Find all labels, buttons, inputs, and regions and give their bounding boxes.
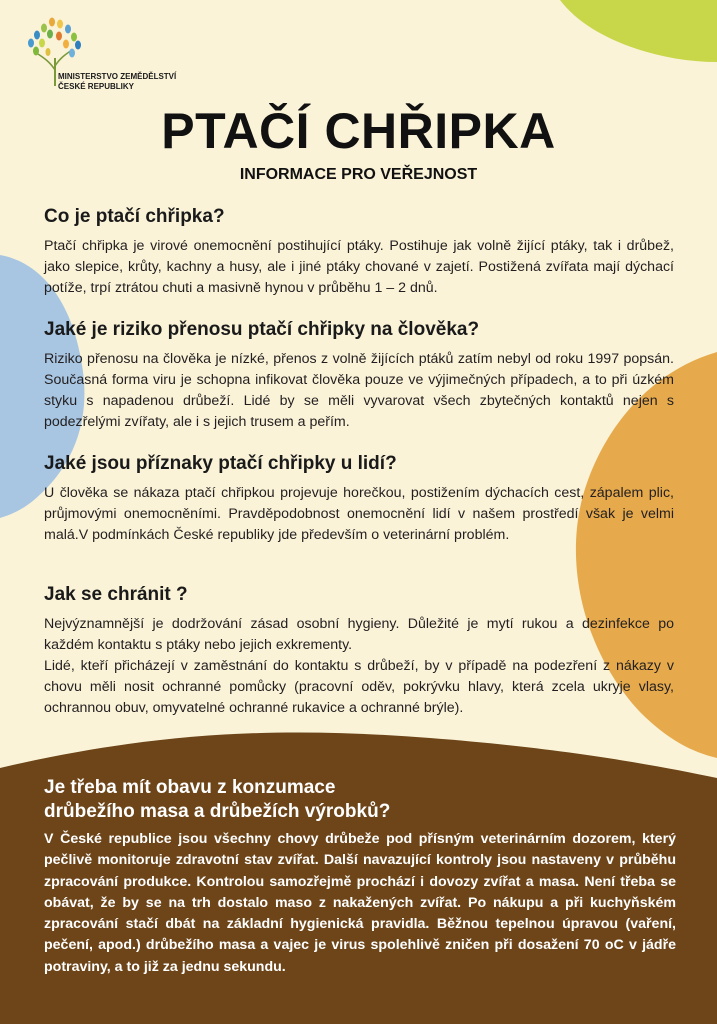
section-transmission-risk [44, 318, 674, 433]
section-text: U člověka se nákaza ptačí chřipkou projevuje horečkou, postižením dýchacích cest, zápalem plic, průjmovými onemocněními. Pravděpodobnost onemocnění lidí v našem prostředí však je velmi malá.V podmínkách České republiky jde především o veterinární problém. [44, 485, 674, 543]
food-safety-heading [44, 776, 676, 824]
green-corner-shape [560, 0, 717, 62]
section-text: Ptačí chřipka je virové onemocnění postihující ptáky. Postihuje jak volně žijící ptáky, tak i drůbež, jako slepice, krůty, kachny a husy, ale i jiné ptáky chované v zajetí. Postižená zvířata mají dýchací potíže, trpí ztrátou chuti a masivně hynou v průběhu 1 – 2 dnů. [44, 238, 674, 296]
section-text-2: Lidé, kteří přicházejí v zaměstnání do kontaktu s drůbeží, by v případě na podezření z nákazy v chovu měli nosit ochranné pomůcky (pracovní oděv, pokrývku hlavy, která zcela ukryje vlasy, ochrannou obuv, omyvatelné ochranné rukavice a ochranné brýle). [44, 658, 674, 716]
logo-line-1: MINISTERSTVO ZEMĚDĚLSTVÍ [58, 72, 177, 81]
food-safety-text: V České republice jsou všechny chovy drůbeže pod přísným veterinárním dozorem, který pečlivě monitoruje zdravotní stav zvířat. Další navazující kontroly jsou nastaveny v průběhu zpracování produkce. Kontrolou samozřejmě prochází i dovozy zvířat a masa. Není třeba se obávat, že by se na trh dostalo maso z nakažených zvířat. Po nákupu a při kuchyňském zpracování stačí dbát na základní hygienická pravidla. Běžnou tepelnou úpravou (vaření, pečení, apod.) drůbežího masa a vajec je virus spolehlivě zničen při dosažení 70 oC v jádře potraviny, a to již za jednu sekundu. [44, 831, 676, 975]
section-heading: Jaké jsou příznaky ptačí chřipky u lidí? [44, 453, 397, 474]
section-text: Riziko přenosu na člověka je nízké, přenos z volně žijících ptáků zatím nebyl od roku 1997 popsán. Současná forma viru je schopna infikovat člověka pouze ve výjimečných případech, a to při úzkém styku s napadenou drůbeží. Lidé by se měli vyvarovat všech zbytečných kontaktů nejen s podezřelými zvířaty, ale i s jejich trusem a peřím. [44, 351, 674, 430]
section-heading: Jak se chránit ? [44, 584, 188, 605]
section-symptoms [44, 452, 674, 546]
food-safety-section [44, 776, 676, 978]
section-heading: Co je ptačí chřipka? [44, 206, 225, 227]
section-protection [44, 583, 674, 719]
section-what-is [44, 205, 674, 299]
heading-line-2: drůbežího masa a drůbežích výrobků? [44, 801, 391, 822]
page-title: PTAČÍ CHŘIPKA [161, 103, 556, 159]
heading-line-1: Je třeba mít obavu z konzumace [44, 777, 336, 798]
section-text: Nejvýznamnější je dodržování zásad osobní hygieny. Důležité je mytí rukou a dezinfekce po každém kontaktu s ptáky nebo jejich exkrementy. [44, 616, 674, 653]
section-heading: Jaké je riziko přenosu ptačí chřipky na člověka? [44, 319, 480, 340]
page-subtitle: INFORMACE PRO VEŘEJNOST [239, 166, 478, 183]
logo-line-2: ČESKÉ REPUBLIKY [58, 82, 135, 91]
ministry-logo-text [58, 72, 176, 92]
